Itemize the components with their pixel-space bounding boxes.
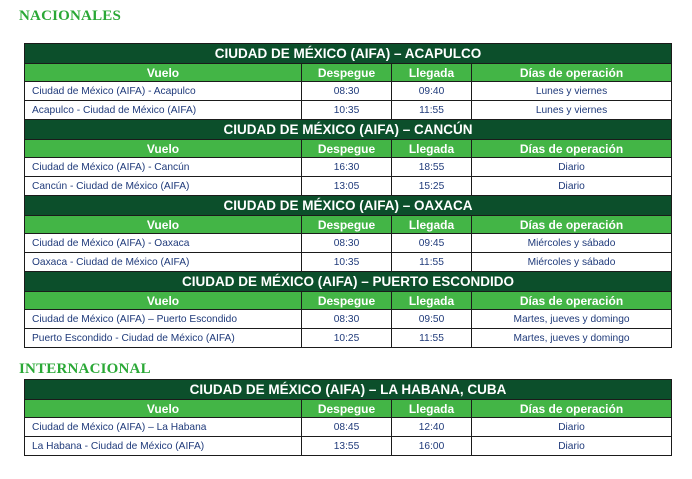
cell-despegue: 13:05 [302, 177, 392, 196]
cell-despegue: 16:30 [302, 158, 392, 177]
schedule-table-internacional [24, 379, 671, 456]
cell-vuelo: Ciudad de México (AIFA) - Acapulco [25, 82, 302, 101]
cell-dias: Lunes y viernes [472, 101, 672, 120]
column-header-row [25, 140, 672, 158]
cell-vuelo: Cancún - Ciudad de México (AIFA) [25, 177, 302, 196]
table-row [25, 234, 672, 253]
cell-despegue: 08:30 [302, 310, 392, 329]
table-row [25, 253, 672, 272]
table-row [25, 101, 672, 120]
route-title: CIUDAD DE MÉXICO (AIFA) – OAXACA [25, 196, 672, 216]
column-header-row [25, 216, 672, 234]
route-header [25, 380, 672, 400]
cell-llegada: 11:55 [392, 101, 472, 120]
header-vuelo: Vuelo [25, 216, 302, 234]
route-header [25, 272, 672, 292]
table-row [25, 310, 672, 329]
cell-dias: Martes, jueves y domingo [472, 310, 672, 329]
header-despegue: Despegue [302, 140, 392, 158]
route-title: CIUDAD DE MÉXICO (AIFA) – PUERTO ESCONDIDO [25, 272, 672, 292]
header-dias: Días de operación [472, 64, 672, 82]
header-vuelo: Vuelo [25, 140, 302, 158]
cell-vuelo: Acapulco - Ciudad de México (AIFA) [25, 101, 302, 120]
route-title: CIUDAD DE MÉXICO (AIFA) – ACAPULCO [25, 44, 672, 64]
cell-despegue: 10:35 [302, 101, 392, 120]
cell-llegada: 15:25 [392, 177, 472, 196]
table-row [25, 437, 672, 456]
column-header-row [25, 400, 672, 418]
schedule-table-nacionales [24, 43, 671, 348]
cell-vuelo: Puerto Escondido - Ciudad de México (AIFA) [25, 329, 302, 348]
cell-llegada: 18:55 [392, 158, 472, 177]
cell-llegada: 09:40 [392, 82, 472, 101]
header-despegue: Despegue [302, 292, 392, 310]
route-header [25, 44, 672, 64]
route-title: CIUDAD DE MÉXICO (AIFA) – CANCÚN [25, 120, 672, 140]
cell-llegada: 11:55 [392, 253, 472, 272]
header-llegada: Llegada [392, 292, 472, 310]
cell-vuelo: Ciudad de México (AIFA) - Oaxaca [25, 234, 302, 253]
section-title-nacionales: NACIONALES [19, 8, 122, 24]
table-row [25, 177, 672, 196]
column-header-row [25, 292, 672, 310]
header-llegada: Llegada [392, 216, 472, 234]
cell-llegada: 16:00 [392, 437, 472, 456]
cell-despegue: 08:45 [302, 418, 392, 437]
route-header [25, 196, 672, 216]
cell-despegue: 13:55 [302, 437, 392, 456]
cell-llegada: 11:55 [392, 329, 472, 348]
header-vuelo: Vuelo [25, 292, 302, 310]
route-title: CIUDAD DE MÉXICO (AIFA) – LA HABANA, CUBA [25, 380, 672, 400]
header-llegada: Llegada [392, 64, 472, 82]
cell-vuelo: Ciudad de México (AIFA) – Puerto Escondido [25, 310, 302, 329]
table-row [25, 418, 672, 437]
cell-despegue: 10:35 [302, 253, 392, 272]
route-header [25, 120, 672, 140]
header-llegada: Llegada [392, 140, 472, 158]
cell-dias: Diario [472, 158, 672, 177]
cell-llegada: 09:45 [392, 234, 472, 253]
table-row [25, 329, 672, 348]
cell-despegue: 08:30 [302, 82, 392, 101]
header-dias: Días de operación [472, 216, 672, 234]
cell-dias: Diario [472, 177, 672, 196]
cell-dias: Diario [472, 437, 672, 456]
cell-dias: Martes, jueves y domingo [472, 329, 672, 348]
cell-despegue: 10:25 [302, 329, 392, 348]
cell-vuelo: Oaxaca - Ciudad de México (AIFA) [25, 253, 302, 272]
header-despegue: Despegue [302, 400, 392, 418]
header-despegue: Despegue [302, 64, 392, 82]
header-dias: Días de operación [472, 292, 672, 310]
table-row [25, 158, 672, 177]
cell-vuelo: Ciudad de México (AIFA) - Cancún [25, 158, 302, 177]
column-header-row [25, 64, 672, 82]
cell-llegada: 12:40 [392, 418, 472, 437]
section-title-internacional: INTERNACIONAL [19, 361, 151, 377]
cell-vuelo: La Habana - Ciudad de México (AIFA) [25, 437, 302, 456]
cell-dias: Miércoles y sábado [472, 253, 672, 272]
header-dias: Días de operación [472, 140, 672, 158]
header-despegue: Despegue [302, 216, 392, 234]
cell-dias: Lunes y viernes [472, 82, 672, 101]
table-row [25, 82, 672, 101]
header-vuelo: Vuelo [25, 64, 302, 82]
cell-dias: Diario [472, 418, 672, 437]
cell-despegue: 08:30 [302, 234, 392, 253]
header-llegada: Llegada [392, 400, 472, 418]
cell-llegada: 09:50 [392, 310, 472, 329]
cell-dias: Miércoles y sábado [472, 234, 672, 253]
header-dias: Días de operación [472, 400, 672, 418]
cell-vuelo: Ciudad de México (AIFA) – La Habana [25, 418, 302, 437]
header-vuelo: Vuelo [25, 400, 302, 418]
